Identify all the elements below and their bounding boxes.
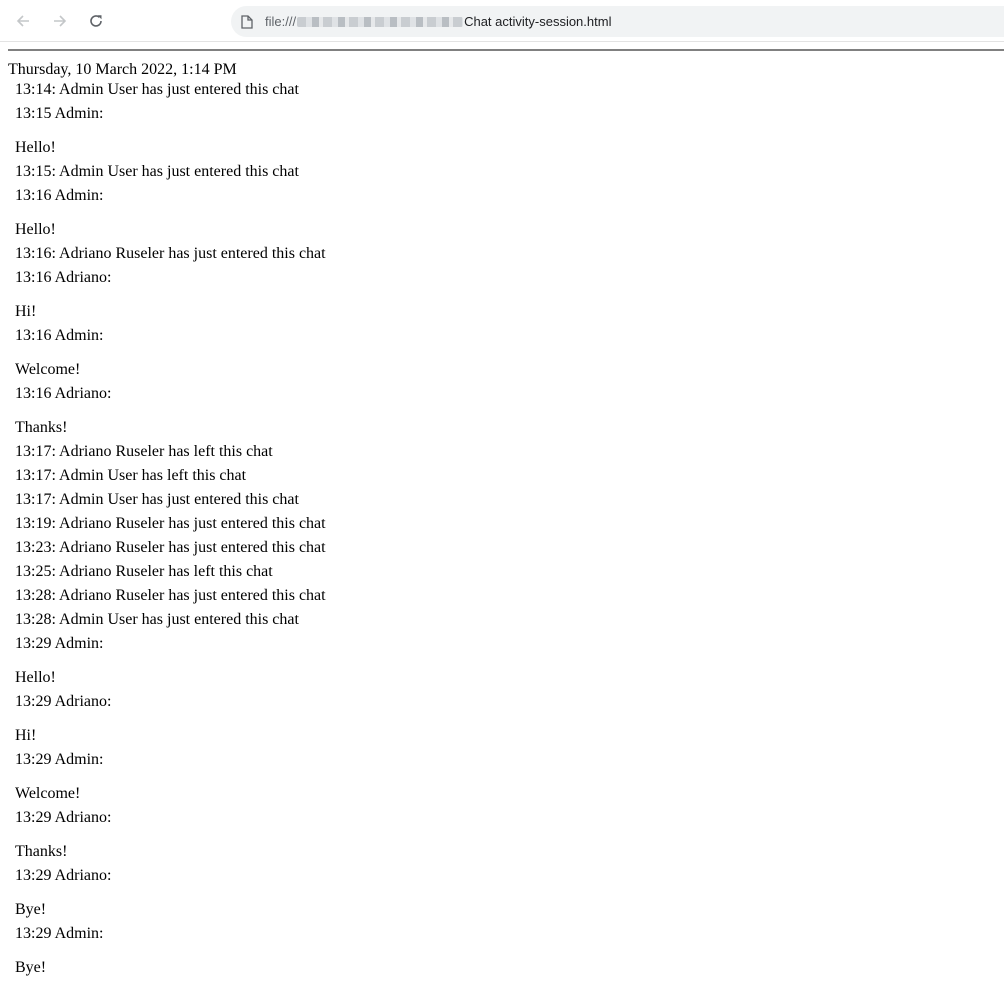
message-header: 13:16 Adriano: xyxy=(15,385,112,402)
message-header: 13:29 Adriano: xyxy=(15,867,112,884)
chat-message xyxy=(15,809,326,867)
message-text: Thanks! xyxy=(15,843,68,860)
url-prefix: file:/// xyxy=(265,14,297,29)
message-header: 13:29 Adriano: xyxy=(15,809,112,826)
forward-button[interactable] xyxy=(48,9,72,33)
system-event: 13:14: Admin User has just entered this chat xyxy=(15,81,299,98)
message-text: Hello! xyxy=(15,221,56,238)
message-text: Welcome! xyxy=(15,361,81,378)
chat-log xyxy=(15,81,326,983)
message-header: 13:16 Admin: xyxy=(15,327,104,344)
chat-message xyxy=(15,925,326,983)
blurred-path xyxy=(297,17,463,27)
reload-icon xyxy=(88,13,104,29)
message-header: 13:29 Admin: xyxy=(15,635,104,652)
page-icon xyxy=(239,14,255,30)
message-text: Hi! xyxy=(15,727,37,744)
chat-message xyxy=(15,187,326,245)
back-arrow-icon xyxy=(15,13,31,29)
system-event: 13:17: Admin User has just entered this chat xyxy=(15,491,299,508)
message-text: Hello! xyxy=(15,139,56,156)
message-text: Thanks! xyxy=(15,419,68,436)
message-header: 13:15 Admin: xyxy=(15,105,104,122)
chat-message xyxy=(15,751,326,809)
system-event: 13:19: Adriano Ruseler has just entered this chat xyxy=(15,515,326,532)
back-button[interactable] xyxy=(11,9,35,33)
system-event: 13:17: Admin User has left this chat xyxy=(15,467,247,484)
message-header: 13:29 Admin: xyxy=(15,925,104,942)
system-event: 13:16: Adriano Ruseler has just entered this chat xyxy=(15,245,326,262)
system-event: 13:15: Admin User has just entered this chat xyxy=(15,163,299,180)
forward-arrow-icon xyxy=(52,13,68,29)
message-text: Hi! xyxy=(15,303,37,320)
chat-message xyxy=(15,693,326,751)
address-bar[interactable] xyxy=(231,6,1004,37)
message-text: Bye! xyxy=(15,901,47,918)
chat-message xyxy=(15,269,326,327)
chat-message xyxy=(15,385,326,443)
system-event: 13:25: Adriano Ruseler has left this chat xyxy=(15,563,273,580)
chat-message xyxy=(15,327,326,385)
message-header: 13:29 Admin: xyxy=(15,751,104,768)
browser-toolbar xyxy=(0,0,1004,42)
message-text: Hello! xyxy=(15,669,56,686)
chat-message xyxy=(15,867,326,925)
system-event: 13:28: Admin User has just entered this chat xyxy=(15,611,299,628)
horizontal-rule xyxy=(8,49,1004,51)
chat-message xyxy=(15,635,326,693)
url-filename: Chat activity-session.html xyxy=(464,14,612,29)
chat-message xyxy=(15,105,326,163)
message-text: Welcome! xyxy=(15,785,81,802)
message-header: 13:29 Adriano: xyxy=(15,693,112,710)
message-text: Bye! xyxy=(15,959,47,976)
system-event: 13:17: Adriano Ruseler has left this chat xyxy=(15,443,273,460)
url-text[interactable] xyxy=(265,14,611,29)
reload-button[interactable] xyxy=(84,9,108,33)
system-event: 13:28: Adriano Ruseler has just entered this chat xyxy=(15,587,326,604)
message-header: 13:16 Admin: xyxy=(15,187,104,204)
system-event: 13:23: Adriano Ruseler has just entered this chat xyxy=(15,539,326,556)
message-header: 13:16 Adriano: xyxy=(15,269,112,286)
session-date: Thursday, 10 March 2022, 1:14 PM xyxy=(8,61,237,78)
